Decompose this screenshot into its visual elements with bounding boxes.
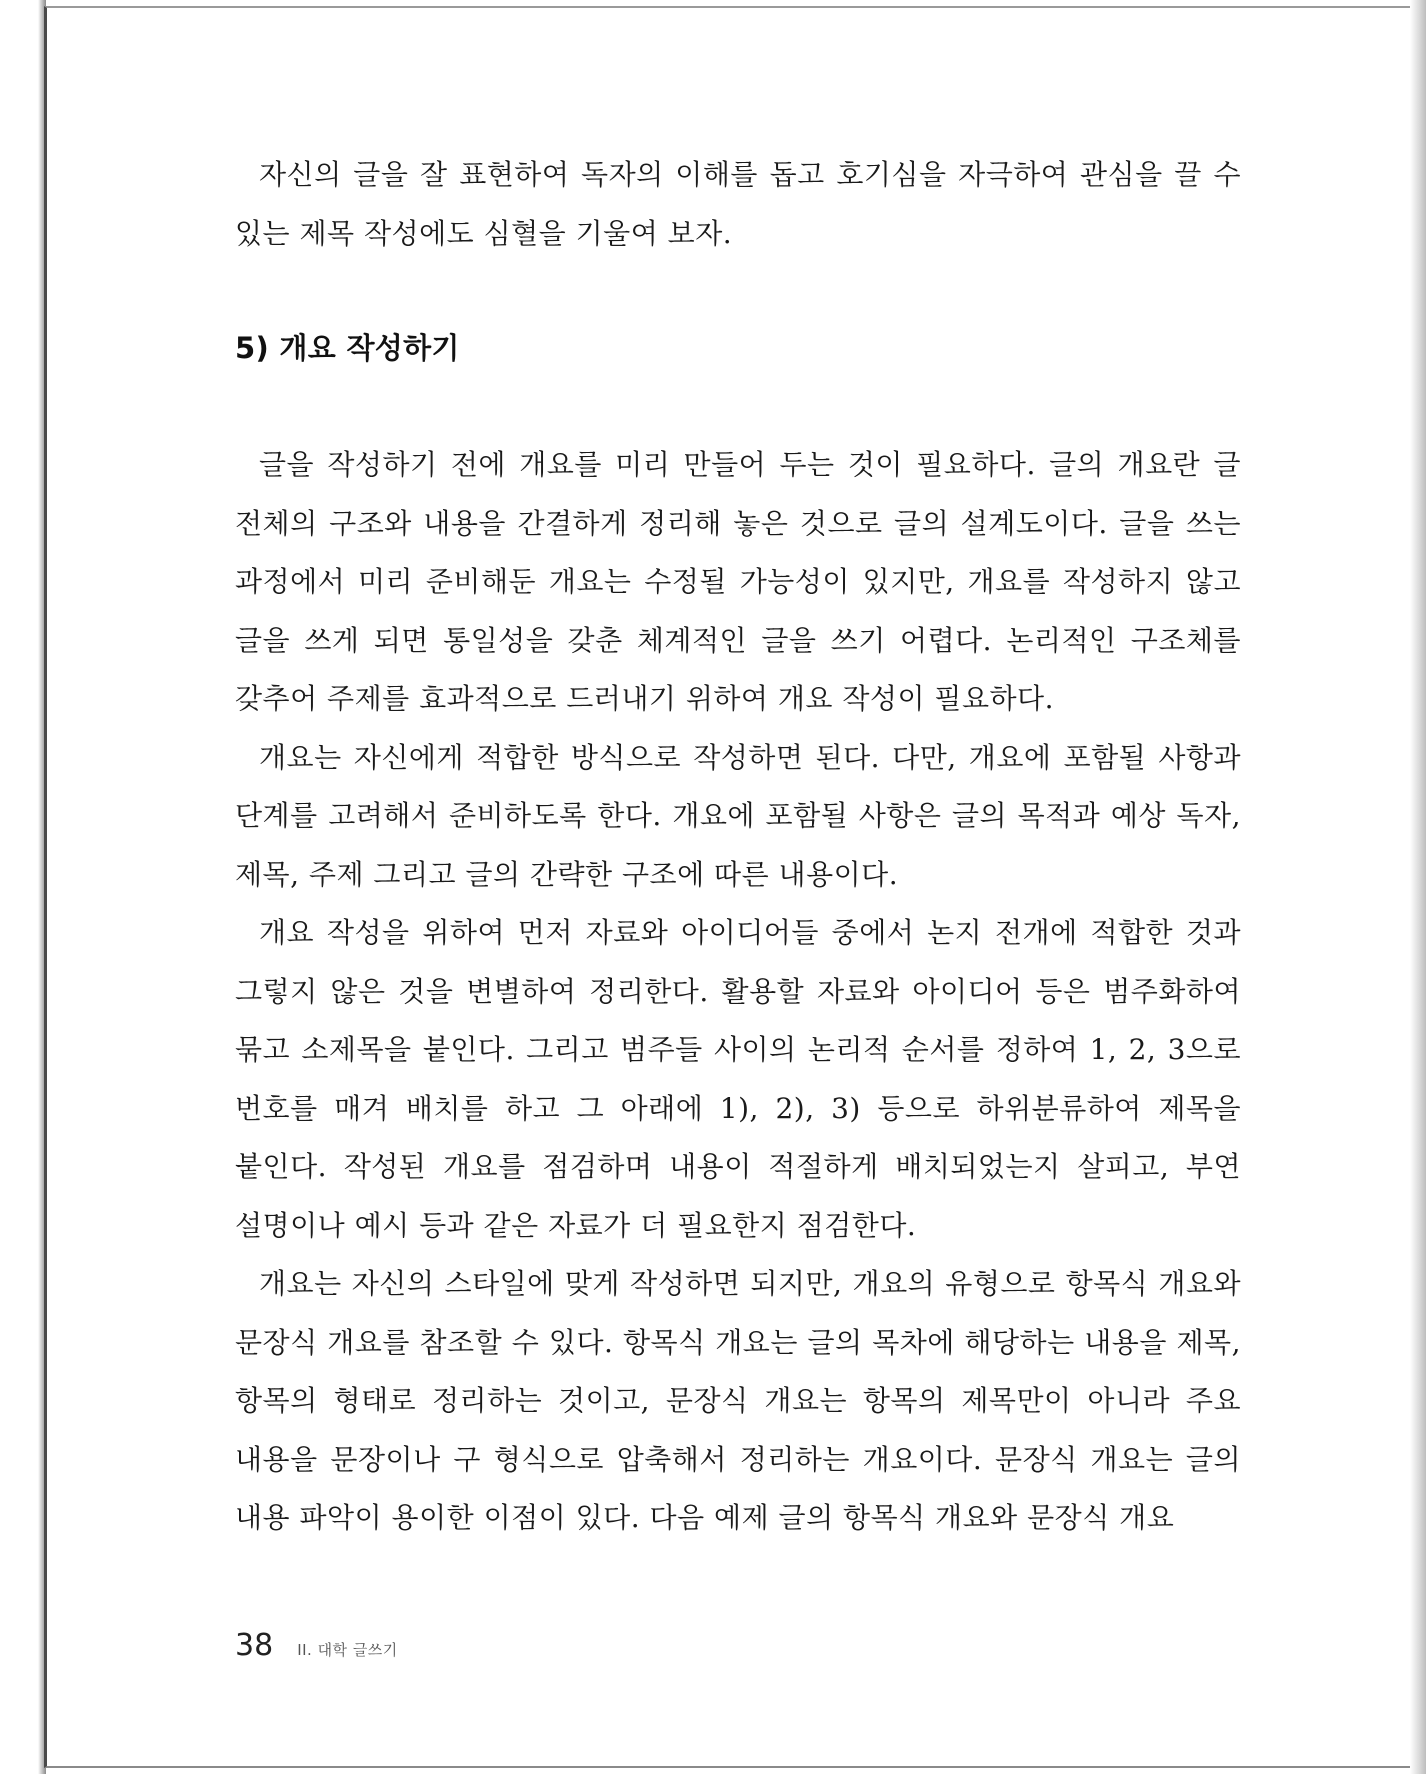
intro-paragraph: 자신의 글을 잘 표현하여 독자의 이해를 돕고 호기심을 자극하여 관심을 끌 수 있는 제목 작성에도 심혈을 기울여 보자. — [235, 158, 1241, 250]
section-heading: 5) 개요 작성하기 — [235, 331, 460, 365]
page-edge-shadow — [1410, 0, 1426, 1774]
body-paragraph-4: 개요는 자신의 스타일에 맞게 작성하면 되지만, 개요의 유형으로 항목식 개요와 문장식 개요를 참조할 수 있다. 항목식 개요는 글의 목차에 해당하는 내용을 제목, 항목의 형태로 정리하는 것이고, 문장식 개요는 항목의 제목만이 아니라 주요 내용을 문장이나 구 형식으로 압축해서 정리하는 개요이다. 문장식 개요는 글의 내용 파악이 용이한 이점이 있다. 다음 예제 글의 항목식 개요와 문장식 개요 — [235, 1267, 1241, 1534]
section-body — [235, 436, 1241, 1548]
page-number: 38 — [235, 1628, 274, 1663]
body-paragraph-3: 개요 작성을 위하여 먼저 자료와 아이디어들 중에서 논지 전개에 적합한 것과 그렇지 않은 것을 변별하여 정리한다. 활용할 자료와 아이디어 등은 범주화하여 묶고 소제목을 붙인다. 그리고 범주들 사이의 논리적 순서를 정하여 1, 2, 3으로 번호를 매겨 배치를 하고 그 아래에 1), 2), 3) 등으로 하위분류하여 제목을 붙인다. 작성된 개요를 점검하며 내용이 적절하게 배치되었는지 살피고, 부연 설명이나 예시 등과 같은 자료가 더 필요한지 점검한다. — [235, 916, 1241, 1242]
body-paragraph-2: 개요는 자신에게 적합한 방식으로 작성하면 된다. 다만, 개요에 포함될 사항과 단계를 고려해서 준비하도록 한다. 개요에 포함될 사항은 글의 목적과 예상 독자, 제목, 주제 그리고 글의 간략한 구조에 따른 내용이다. — [235, 740, 1241, 891]
page-footer — [235, 1628, 398, 1663]
body-paragraph-1: 글을 작성하기 전에 개요를 미리 만들어 두는 것이 필요하다. 글의 개요란 글 전체의 구조와 내용을 간결하게 정리해 놓은 것으로 글의 설계도이다. 글을 쓰는 과정에서 미리 준비해둔 개요는 수정될 가능성이 있지만, 개요를 작성하지 않고 글을 쓰게 되면 통일성을 갖춘 체계적인 글을 쓰기 어렵다. 논리적인 구조체를 갖추어 주제를 효과적으로 드러내기 위하여 개요 작성이 필요하다. — [235, 448, 1241, 715]
running-head: II. 대학 글쓰기 — [297, 1641, 398, 1659]
